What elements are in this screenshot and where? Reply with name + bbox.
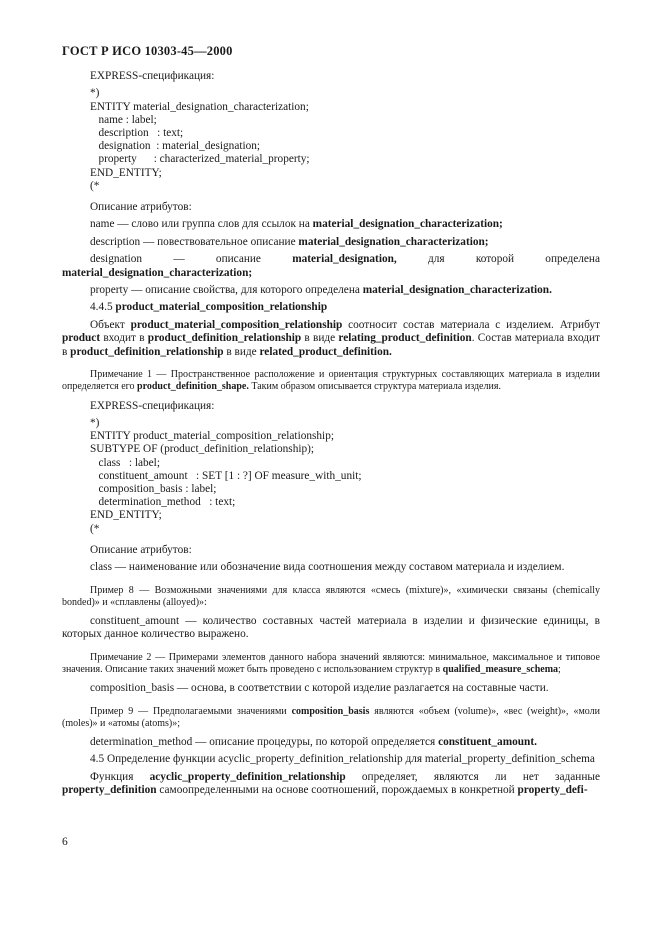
section-number: 4.4.5 (90, 301, 116, 314)
func-text-2: определяет, являются ли нет заданные (345, 770, 600, 783)
func-bold-1: acyclic_property_definition_relationship (149, 770, 346, 783)
attr-property (62, 284, 600, 297)
page-content (62, 70, 600, 802)
func-bold-2: property_definition (62, 784, 157, 797)
section-4-5-heading: 4.5 Определение функции acyclic_property_definition_relationship для material_property_definition_schema (90, 753, 595, 766)
express-spec-label-2: EXPRESS-спецификация: (90, 399, 215, 412)
express-spec-label: EXPRESS-спецификация: (90, 70, 215, 82)
attr-name (62, 218, 600, 231)
attr-description-heading: Описание атрибутов: (90, 201, 192, 214)
func-text-3: самоопределенными на основе соотношений, порождаемых в конкретной (156, 784, 518, 797)
obj-bold-5: product_definition_relationship (70, 345, 224, 358)
obj-text-3: входит в (100, 332, 148, 345)
obj-text-6: в виде (223, 345, 260, 358)
attr-desc-text: description — повествовательное описание (90, 235, 299, 248)
note2-text-2: ; (558, 663, 561, 675)
func-text-1: Функция (90, 770, 150, 783)
obj-text-5: . Состав материала входит в (62, 332, 600, 358)
func-bold-3: property_defi- (517, 784, 588, 797)
code-block-2: *) ENTITY product_material_composition_relationship; SUBTYPE OF (product_definition_relationship); class : label; constituent_amount : SET [1 : ?] OF measure_with_unit; composition_basis : label; determination_method : text; END_ENTITY; (* (90, 416, 362, 535)
page-number: 6 (62, 836, 68, 848)
section-title: product_material_composition_relationship (115, 301, 328, 314)
function-description (62, 771, 600, 798)
obj-bold-2: product (62, 332, 101, 345)
attr-determination-method (62, 736, 600, 749)
note-1 (62, 369, 600, 393)
note-2 (62, 652, 600, 676)
ex9-bold: composition_basis (291, 705, 370, 717)
det-text: determination_method — описание процедуры, по которой определяется (90, 735, 439, 748)
note1-text-2: Таким образом описывается структура материала изделия. (248, 381, 501, 393)
attr-desig-bold-1: material_designation, (292, 253, 397, 266)
attr-composition-basis: composition_basis — основа, в соответствии с которой изделие разлагается на составные части. (90, 682, 549, 695)
attr-name-bold: material_designation_characterization; (312, 218, 503, 231)
attr-desig-text: designation — описание (90, 253, 293, 266)
attr-desc-bold: material_designation_characterization; (298, 235, 489, 248)
ex9-text-2: являются «объем (volume)», «вес (weight)», «моли (moles)» и «атомы (atoms)»; (62, 705, 600, 729)
attr-desig-bold-2: material_designation_characterization; (62, 266, 253, 279)
obj-bold-3: product_definition_relationship (147, 332, 302, 345)
attr-constituent-amount: constituent_amount — количество составных частей материала в изделии и физические единицы, в которых данное количество выражено. (62, 614, 600, 641)
note2-text-1: Примечание 2 — Примерами элементов данного набора значений являются: минимальное, максимальное и типовое значения. Описание таких значений может быть проведено с использованием структур в (62, 651, 600, 675)
note1-text-1: Примечание 1 — Пространственное расположение и ориентация структурных составляющих материала в изделии определяется его (62, 369, 600, 393)
obj-text-1: Объект (90, 318, 131, 331)
example-9 (62, 706, 600, 730)
obj-text-2: соотносит состав материала с изделием. Атрибут (342, 318, 600, 331)
attr-designation (62, 253, 600, 280)
obj-bold-4: relating_product_definition (338, 332, 472, 345)
attr-prop-bold: material_designation_characterization. (362, 284, 552, 297)
attr-name-text: name — слово или группа слов для ссылок на (90, 218, 313, 231)
attr-description-heading-2: Описание атрибутов: (90, 543, 192, 556)
note2-bold: qualified_measure_schema (442, 663, 559, 675)
attr-class: class — наименование или обозначение вида соотношения между составом материала и изделием. (90, 561, 565, 574)
attr-description (62, 236, 600, 249)
attr-desig-text-2: для которой определена (396, 253, 600, 266)
attr-prop-text: property — описание свойства, для которого определена (90, 284, 363, 297)
obj-bold-6: related_product_definition. (259, 345, 392, 358)
code-block-1: *) ENTITY material_designation_characterization; name : label; description : text; designation : material_designation; property : characterized_material_property; END_ENTITY; (* (90, 87, 310, 192)
object-description (62, 319, 600, 359)
note1-bold: product_definition_shape. (137, 381, 249, 393)
obj-text-4: в виде (301, 332, 339, 345)
obj-bold-1: product_material_composition_relationship (130, 318, 343, 331)
det-bold: constituent_amount. (438, 735, 537, 748)
page-header: ГОСТ Р ИСО 10303-45—2000 (62, 44, 233, 58)
example-8: Пример 8 — Возможными значениями для класса являются «смесь (mixture)», «химически связаны (chemically bonded)» и «сплавлены (alloyed)»: (62, 584, 600, 608)
ex9-text-1: Пример 9 — Предполагаемыми значениями (90, 705, 292, 717)
section-4-4-5-heading (62, 301, 600, 314)
